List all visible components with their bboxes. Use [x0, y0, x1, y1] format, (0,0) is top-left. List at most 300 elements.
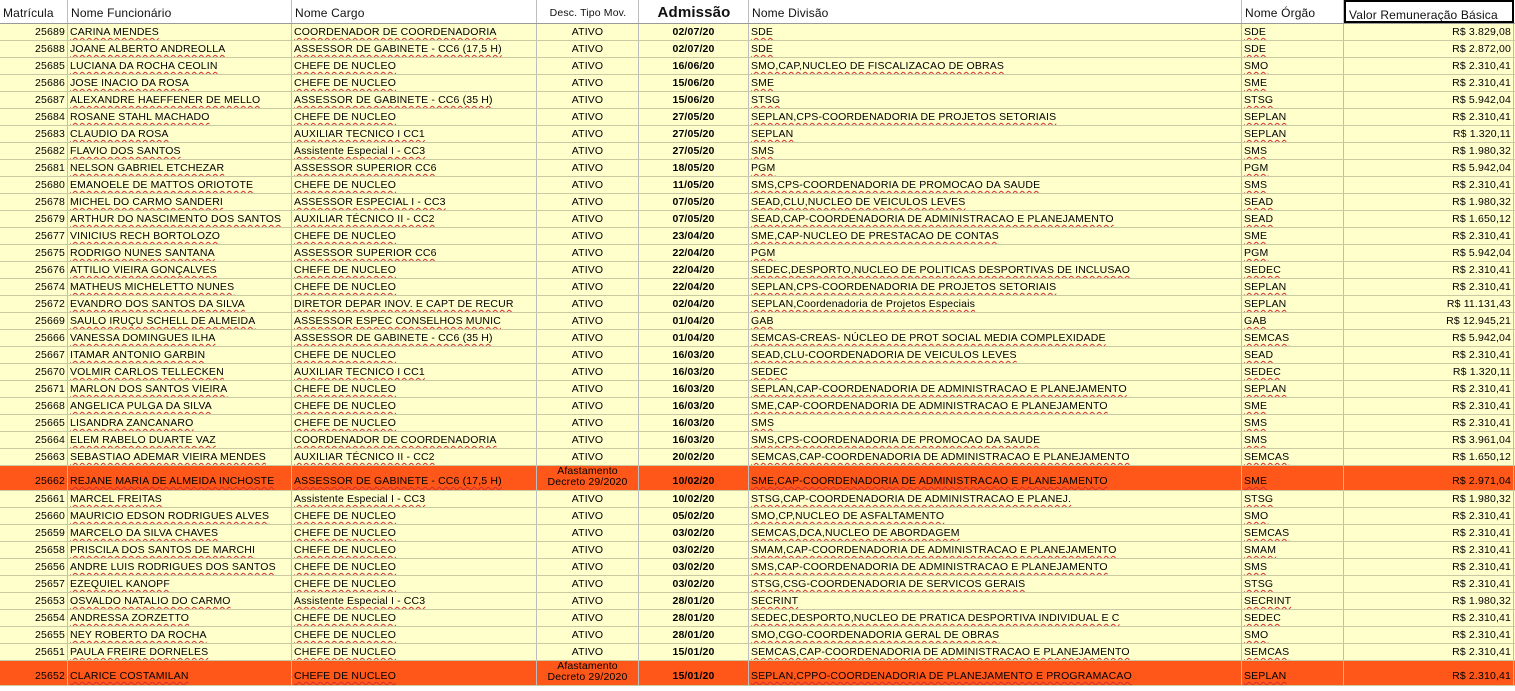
- cell-tipo[interactable]: [537, 644, 639, 660]
- cell-nome[interactable]: [68, 143, 292, 159]
- cell-valor[interactable]: [1344, 228, 1514, 244]
- cell-nome[interactable]: [68, 109, 292, 125]
- cell-orgao[interactable]: [1242, 194, 1344, 210]
- cell-orgao[interactable]: [1242, 644, 1344, 660]
- cell-valor[interactable]: [1344, 126, 1514, 142]
- cell-tipo[interactable]: [537, 364, 639, 380]
- cell-nome[interactable]: [68, 644, 292, 660]
- cell-matricula[interactable]: [0, 542, 68, 558]
- cell-nome[interactable]: [68, 491, 292, 507]
- cell-admissao[interactable]: [639, 109, 749, 125]
- cell-nome[interactable]: [68, 381, 292, 397]
- cell-admissao[interactable]: [639, 627, 749, 643]
- cell-valor[interactable]: [1344, 75, 1514, 91]
- cell-admissao[interactable]: [639, 143, 749, 159]
- cell-cargo[interactable]: [292, 559, 537, 575]
- cell-matricula[interactable]: [0, 347, 68, 363]
- cell-divisao[interactable]: [749, 466, 1242, 490]
- cell-orgao[interactable]: [1242, 525, 1344, 541]
- table-row[interactable]: [0, 593, 1515, 610]
- cell-admissao[interactable]: [639, 177, 749, 193]
- cell-matricula[interactable]: [0, 525, 68, 541]
- cell-admissao[interactable]: [639, 542, 749, 558]
- cell-matricula[interactable]: [0, 41, 68, 57]
- cell-valor[interactable]: [1344, 347, 1514, 363]
- cell-admissao[interactable]: [639, 432, 749, 448]
- cell-tipo[interactable]: [537, 432, 639, 448]
- cell-tipo[interactable]: [537, 75, 639, 91]
- cell-matricula[interactable]: [0, 415, 68, 431]
- cell-nome[interactable]: [68, 398, 292, 414]
- table-row[interactable]: [0, 542, 1515, 559]
- cell-nome[interactable]: [68, 661, 292, 685]
- cell-tipo[interactable]: [537, 211, 639, 227]
- cell-tipo[interactable]: [537, 262, 639, 278]
- cell-matricula[interactable]: [0, 576, 68, 592]
- cell-nome[interactable]: [68, 279, 292, 295]
- cell-divisao[interactable]: [749, 644, 1242, 660]
- cell-orgao[interactable]: [1242, 75, 1344, 91]
- table-row[interactable]: [0, 381, 1515, 398]
- cell-valor[interactable]: [1344, 296, 1514, 312]
- cell-valor[interactable]: [1344, 559, 1514, 575]
- cell-divisao[interactable]: [749, 559, 1242, 575]
- cell-tipo[interactable]: [537, 576, 639, 592]
- cell-orgao[interactable]: [1242, 160, 1344, 176]
- cell-valor[interactable]: [1344, 610, 1514, 626]
- cell-tipo[interactable]: [537, 466, 639, 490]
- cell-divisao[interactable]: [749, 542, 1242, 558]
- cell-orgao[interactable]: [1242, 313, 1344, 329]
- cell-valor[interactable]: [1344, 491, 1514, 507]
- header-valor[interactable]: Valor Remuneração Básica: [1344, 0, 1514, 23]
- cell-orgao[interactable]: [1242, 466, 1344, 490]
- cell-orgao[interactable]: [1242, 398, 1344, 414]
- cell-orgao[interactable]: [1242, 449, 1344, 465]
- cell-valor[interactable]: [1344, 593, 1514, 609]
- cell-nome[interactable]: [68, 627, 292, 643]
- cell-matricula[interactable]: [0, 262, 68, 278]
- cell-matricula[interactable]: [0, 330, 68, 346]
- cell-admissao[interactable]: [639, 160, 749, 176]
- cell-admissao[interactable]: [639, 381, 749, 397]
- cell-orgao[interactable]: [1242, 109, 1344, 125]
- cell-tipo[interactable]: [537, 313, 639, 329]
- table-row[interactable]: [0, 211, 1515, 228]
- cell-orgao[interactable]: [1242, 542, 1344, 558]
- cell-admissao[interactable]: [639, 313, 749, 329]
- cell-cargo[interactable]: [292, 177, 537, 193]
- cell-matricula[interactable]: [0, 126, 68, 142]
- table-row[interactable]: [0, 508, 1515, 525]
- cell-matricula[interactable]: [0, 661, 68, 685]
- cell-matricula[interactable]: [0, 491, 68, 507]
- table-row[interactable]: [0, 491, 1515, 508]
- cell-admissao[interactable]: [639, 398, 749, 414]
- cell-tipo[interactable]: [537, 109, 639, 125]
- cell-cargo[interactable]: [292, 593, 537, 609]
- cell-divisao[interactable]: [749, 381, 1242, 397]
- cell-nome[interactable]: [68, 466, 292, 490]
- cell-cargo[interactable]: [292, 24, 537, 40]
- cell-admissao[interactable]: [639, 644, 749, 660]
- cell-divisao[interactable]: [749, 41, 1242, 57]
- cell-matricula[interactable]: [0, 24, 68, 40]
- cell-cargo[interactable]: [292, 364, 537, 380]
- cell-cargo[interactable]: [292, 610, 537, 626]
- cell-nome[interactable]: [68, 41, 292, 57]
- cell-cargo[interactable]: [292, 330, 537, 346]
- cell-nome[interactable]: [68, 92, 292, 108]
- table-row[interactable]: [0, 92, 1515, 109]
- cell-cargo[interactable]: [292, 194, 537, 210]
- cell-tipo[interactable]: [537, 58, 639, 74]
- cell-tipo[interactable]: [537, 610, 639, 626]
- cell-divisao[interactable]: [749, 211, 1242, 227]
- cell-cargo[interactable]: [292, 143, 537, 159]
- cell-cargo[interactable]: [292, 313, 537, 329]
- cell-valor[interactable]: [1344, 644, 1514, 660]
- table-row[interactable]: [0, 279, 1515, 296]
- cell-valor[interactable]: [1344, 177, 1514, 193]
- cell-valor[interactable]: [1344, 466, 1514, 490]
- cell-tipo[interactable]: [537, 92, 639, 108]
- table-row[interactable]: [0, 109, 1515, 126]
- cell-matricula[interactable]: [0, 228, 68, 244]
- cell-admissao[interactable]: [639, 58, 749, 74]
- cell-nome[interactable]: [68, 313, 292, 329]
- cell-nome[interactable]: [68, 576, 292, 592]
- table-row[interactable]: [0, 644, 1515, 661]
- cell-divisao[interactable]: [749, 58, 1242, 74]
- cell-matricula[interactable]: [0, 398, 68, 414]
- cell-tipo[interactable]: [537, 508, 639, 524]
- cell-tipo[interactable]: [537, 194, 639, 210]
- cell-admissao[interactable]: [639, 245, 749, 261]
- cell-admissao[interactable]: [639, 296, 749, 312]
- cell-orgao[interactable]: [1242, 381, 1344, 397]
- cell-divisao[interactable]: [749, 415, 1242, 431]
- cell-orgao[interactable]: [1242, 245, 1344, 261]
- cell-admissao[interactable]: [639, 491, 749, 507]
- cell-matricula[interactable]: [0, 313, 68, 329]
- table-row[interactable]: [0, 610, 1515, 627]
- cell-cargo[interactable]: [292, 160, 537, 176]
- cell-tipo[interactable]: [537, 245, 639, 261]
- cell-matricula[interactable]: [0, 143, 68, 159]
- cell-orgao[interactable]: [1242, 177, 1344, 193]
- table-row[interactable]: [0, 313, 1515, 330]
- cell-tipo[interactable]: [537, 415, 639, 431]
- cell-divisao[interactable]: [749, 661, 1242, 685]
- cell-valor[interactable]: [1344, 160, 1514, 176]
- cell-tipo[interactable]: [537, 177, 639, 193]
- cell-orgao[interactable]: [1242, 415, 1344, 431]
- cell-divisao[interactable]: [749, 143, 1242, 159]
- cell-valor[interactable]: [1344, 525, 1514, 541]
- cell-orgao[interactable]: [1242, 143, 1344, 159]
- cell-divisao[interactable]: [749, 24, 1242, 40]
- cell-orgao[interactable]: [1242, 559, 1344, 575]
- cell-valor[interactable]: [1344, 330, 1514, 346]
- cell-valor[interactable]: [1344, 24, 1514, 40]
- table-row[interactable]: [0, 347, 1515, 364]
- cell-cargo[interactable]: [292, 347, 537, 363]
- cell-orgao[interactable]: [1242, 432, 1344, 448]
- cell-nome[interactable]: [68, 194, 292, 210]
- cell-matricula[interactable]: [0, 92, 68, 108]
- cell-valor[interactable]: [1344, 398, 1514, 414]
- cell-orgao[interactable]: [1242, 41, 1344, 57]
- cell-cargo[interactable]: [292, 211, 537, 227]
- cell-admissao[interactable]: [639, 466, 749, 490]
- cell-tipo[interactable]: [537, 279, 639, 295]
- cell-divisao[interactable]: [749, 576, 1242, 592]
- header-orgao[interactable]: Nome Órgão: [1242, 0, 1344, 23]
- cell-divisao[interactable]: [749, 449, 1242, 465]
- cell-matricula[interactable]: [0, 364, 68, 380]
- cell-matricula[interactable]: [0, 559, 68, 575]
- cell-orgao[interactable]: [1242, 228, 1344, 244]
- cell-tipo[interactable]: [537, 330, 639, 346]
- cell-cargo[interactable]: [292, 525, 537, 541]
- cell-matricula[interactable]: [0, 627, 68, 643]
- cell-valor[interactable]: [1344, 415, 1514, 431]
- cell-valor[interactable]: [1344, 542, 1514, 558]
- cell-matricula[interactable]: [0, 466, 68, 490]
- cell-nome[interactable]: [68, 449, 292, 465]
- cell-orgao[interactable]: [1242, 126, 1344, 142]
- cell-admissao[interactable]: [639, 347, 749, 363]
- cell-orgao[interactable]: [1242, 279, 1344, 295]
- table-row[interactable]: [0, 466, 1515, 491]
- cell-divisao[interactable]: [749, 228, 1242, 244]
- cell-orgao[interactable]: [1242, 24, 1344, 40]
- cell-divisao[interactable]: [749, 262, 1242, 278]
- cell-cargo[interactable]: [292, 576, 537, 592]
- cell-tipo[interactable]: [537, 143, 639, 159]
- cell-orgao[interactable]: [1242, 211, 1344, 227]
- cell-admissao[interactable]: [639, 330, 749, 346]
- cell-tipo[interactable]: [537, 627, 639, 643]
- cell-matricula[interactable]: [0, 432, 68, 448]
- cell-cargo[interactable]: [292, 491, 537, 507]
- cell-orgao[interactable]: [1242, 508, 1344, 524]
- cell-cargo[interactable]: [292, 432, 537, 448]
- cell-nome[interactable]: [68, 211, 292, 227]
- cell-cargo[interactable]: [292, 126, 537, 142]
- cell-cargo[interactable]: [292, 381, 537, 397]
- cell-cargo[interactable]: [292, 41, 537, 57]
- cell-matricula[interactable]: [0, 194, 68, 210]
- table-row[interactable]: [0, 58, 1515, 75]
- cell-orgao[interactable]: [1242, 92, 1344, 108]
- cell-tipo[interactable]: [537, 228, 639, 244]
- table-row[interactable]: [0, 177, 1515, 194]
- cell-valor[interactable]: [1344, 627, 1514, 643]
- cell-nome[interactable]: [68, 126, 292, 142]
- table-row[interactable]: [0, 160, 1515, 177]
- cell-admissao[interactable]: [639, 525, 749, 541]
- header-admissao[interactable]: Admissão: [639, 0, 749, 23]
- cell-tipo[interactable]: [537, 381, 639, 397]
- cell-tipo[interactable]: [537, 347, 639, 363]
- cell-matricula[interactable]: [0, 75, 68, 91]
- cell-nome[interactable]: [68, 160, 292, 176]
- cell-nome[interactable]: [68, 228, 292, 244]
- cell-divisao[interactable]: [749, 109, 1242, 125]
- cell-cargo[interactable]: [292, 627, 537, 643]
- cell-divisao[interactable]: [749, 508, 1242, 524]
- cell-cargo[interactable]: [292, 644, 537, 660]
- cell-orgao[interactable]: [1242, 491, 1344, 507]
- cell-orgao[interactable]: [1242, 661, 1344, 685]
- cell-nome[interactable]: [68, 525, 292, 541]
- table-row[interactable]: [0, 576, 1515, 593]
- cell-matricula[interactable]: [0, 381, 68, 397]
- table-row[interactable]: [0, 296, 1515, 313]
- cell-valor[interactable]: [1344, 41, 1514, 57]
- cell-valor[interactable]: [1344, 364, 1514, 380]
- table-row[interactable]: [0, 330, 1515, 347]
- cell-cargo[interactable]: [292, 398, 537, 414]
- cell-orgao[interactable]: [1242, 347, 1344, 363]
- cell-valor[interactable]: [1344, 313, 1514, 329]
- cell-valor[interactable]: [1344, 92, 1514, 108]
- cell-orgao[interactable]: [1242, 576, 1344, 592]
- cell-admissao[interactable]: [639, 415, 749, 431]
- cell-nome[interactable]: [68, 75, 292, 91]
- cell-divisao[interactable]: [749, 177, 1242, 193]
- cell-tipo[interactable]: [537, 24, 639, 40]
- header-tipo[interactable]: Desc. Tipo Mov.: [537, 0, 639, 23]
- cell-valor[interactable]: [1344, 109, 1514, 125]
- cell-cargo[interactable]: [292, 466, 537, 490]
- cell-valor[interactable]: [1344, 143, 1514, 159]
- cell-cargo[interactable]: [292, 92, 537, 108]
- cell-divisao[interactable]: [749, 92, 1242, 108]
- cell-matricula[interactable]: [0, 296, 68, 312]
- cell-valor[interactable]: [1344, 245, 1514, 261]
- cell-admissao[interactable]: [639, 228, 749, 244]
- header-nome[interactable]: Nome Funcionário: [68, 0, 292, 23]
- cell-divisao[interactable]: [749, 347, 1242, 363]
- cell-tipo[interactable]: [537, 296, 639, 312]
- cell-nome[interactable]: [68, 559, 292, 575]
- cell-admissao[interactable]: [639, 364, 749, 380]
- cell-cargo[interactable]: [292, 415, 537, 431]
- cell-cargo[interactable]: [292, 542, 537, 558]
- cell-cargo[interactable]: [292, 262, 537, 278]
- cell-cargo[interactable]: [292, 296, 537, 312]
- cell-tipo[interactable]: [537, 559, 639, 575]
- cell-nome[interactable]: [68, 610, 292, 626]
- cell-tipo[interactable]: [537, 593, 639, 609]
- cell-tipo[interactable]: [537, 449, 639, 465]
- cell-orgao[interactable]: [1242, 262, 1344, 278]
- table-row[interactable]: [0, 398, 1515, 415]
- cell-orgao[interactable]: [1242, 610, 1344, 626]
- cell-tipo[interactable]: [537, 542, 639, 558]
- table-row[interactable]: [0, 627, 1515, 644]
- cell-admissao[interactable]: [639, 559, 749, 575]
- cell-orgao[interactable]: [1242, 627, 1344, 643]
- table-row[interactable]: [0, 432, 1515, 449]
- cell-orgao[interactable]: [1242, 330, 1344, 346]
- cell-cargo[interactable]: [292, 109, 537, 125]
- cell-tipo[interactable]: [537, 41, 639, 57]
- cell-tipo[interactable]: [537, 491, 639, 507]
- cell-admissao[interactable]: [639, 92, 749, 108]
- cell-valor[interactable]: [1344, 262, 1514, 278]
- cell-matricula[interactable]: [0, 58, 68, 74]
- table-row[interactable]: [0, 559, 1515, 576]
- cell-tipo[interactable]: [537, 160, 639, 176]
- cell-valor[interactable]: [1344, 576, 1514, 592]
- cell-matricula[interactable]: [0, 211, 68, 227]
- cell-matricula[interactable]: [0, 610, 68, 626]
- cell-divisao[interactable]: [749, 313, 1242, 329]
- table-row[interactable]: [0, 525, 1515, 542]
- cell-orgao[interactable]: [1242, 593, 1344, 609]
- cell-nome[interactable]: [68, 177, 292, 193]
- cell-nome[interactable]: [68, 364, 292, 380]
- cell-cargo[interactable]: [292, 228, 537, 244]
- cell-divisao[interactable]: [749, 160, 1242, 176]
- cell-nome[interactable]: [68, 330, 292, 346]
- cell-divisao[interactable]: [749, 398, 1242, 414]
- cell-matricula[interactable]: [0, 160, 68, 176]
- cell-nome[interactable]: [68, 432, 292, 448]
- cell-cargo[interactable]: [292, 279, 537, 295]
- cell-divisao[interactable]: [749, 593, 1242, 609]
- cell-valor[interactable]: [1344, 508, 1514, 524]
- cell-admissao[interactable]: [639, 24, 749, 40]
- table-row[interactable]: [0, 75, 1515, 92]
- table-row[interactable]: [0, 126, 1515, 143]
- cell-admissao[interactable]: [639, 41, 749, 57]
- cell-admissao[interactable]: [639, 449, 749, 465]
- cell-valor[interactable]: [1344, 432, 1514, 448]
- cell-divisao[interactable]: [749, 491, 1242, 507]
- cell-divisao[interactable]: [749, 364, 1242, 380]
- cell-admissao[interactable]: [639, 126, 749, 142]
- cell-valor[interactable]: [1344, 279, 1514, 295]
- cell-divisao[interactable]: [749, 610, 1242, 626]
- cell-admissao[interactable]: [639, 593, 749, 609]
- table-row[interactable]: [0, 262, 1515, 279]
- header-matricula[interactable]: Matrícula: [0, 0, 68, 23]
- cell-matricula[interactable]: [0, 508, 68, 524]
- cell-divisao[interactable]: [749, 525, 1242, 541]
- header-cargo[interactable]: Nome Cargo: [292, 0, 537, 23]
- cell-orgao[interactable]: [1242, 364, 1344, 380]
- cell-divisao[interactable]: [749, 432, 1242, 448]
- table-row[interactable]: [0, 41, 1515, 58]
- cell-cargo[interactable]: [292, 508, 537, 524]
- cell-matricula[interactable]: [0, 644, 68, 660]
- cell-valor[interactable]: [1344, 194, 1514, 210]
- cell-tipo[interactable]: [537, 398, 639, 414]
- cell-matricula[interactable]: [0, 177, 68, 193]
- cell-orgao[interactable]: [1242, 296, 1344, 312]
- cell-matricula[interactable]: [0, 109, 68, 125]
- table-row[interactable]: [0, 415, 1515, 432]
- header-divisao[interactable]: Nome Divisão: [749, 0, 1242, 23]
- cell-matricula[interactable]: [0, 593, 68, 609]
- cell-tipo[interactable]: [537, 525, 639, 541]
- table-row[interactable]: [0, 194, 1515, 211]
